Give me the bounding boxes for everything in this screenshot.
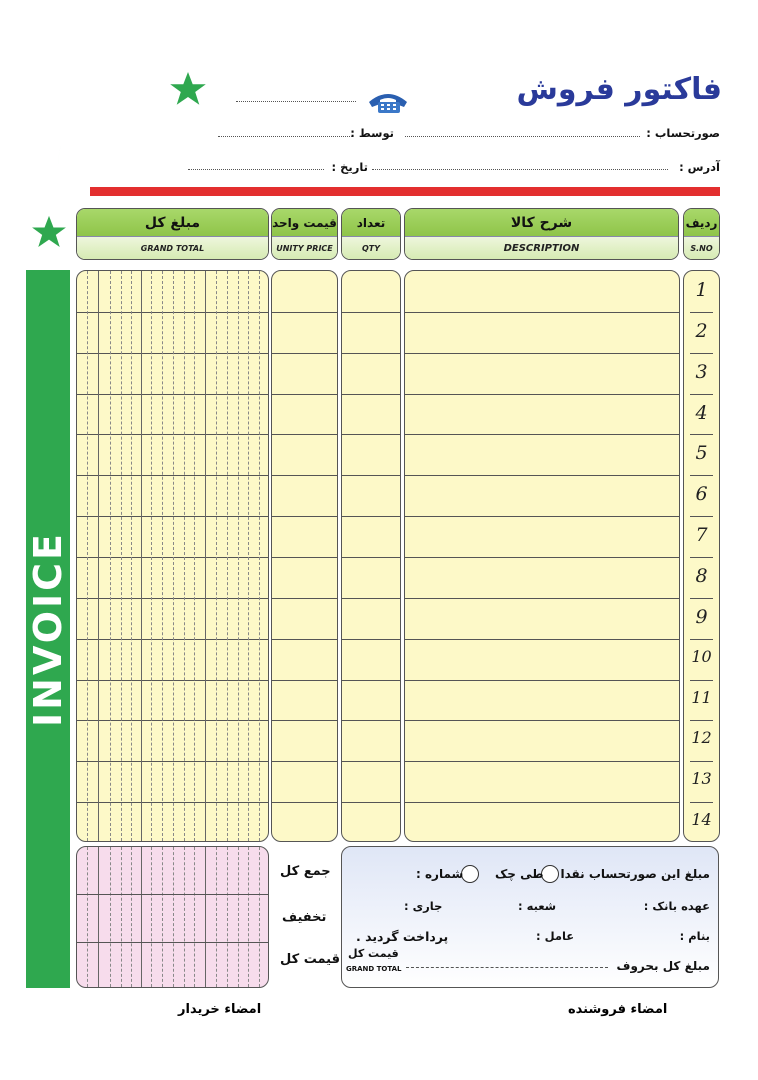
row-divider (342, 312, 400, 313)
column-separator (205, 847, 206, 987)
header-unit-price (271, 208, 338, 260)
row-divider (342, 802, 400, 803)
row-divider (405, 516, 679, 517)
header-sno (683, 208, 720, 260)
row-divider (405, 475, 679, 476)
account-label: صورتحساب : (646, 126, 720, 140)
digit-separator (184, 847, 185, 987)
row-number: 8 (695, 565, 708, 587)
row-divider (405, 639, 679, 640)
digit-separator (238, 847, 239, 987)
row-divider (77, 894, 268, 895)
row-divider (342, 598, 400, 599)
agent-label: عامل : (536, 929, 575, 943)
row-divider (272, 434, 337, 435)
row-divider (690, 434, 713, 435)
digit-separator (162, 847, 163, 987)
digit-separator (110, 271, 111, 841)
column-separator (98, 271, 99, 841)
qty-column[interactable] (341, 270, 401, 842)
row-divider (690, 802, 713, 803)
row-divider (405, 557, 679, 558)
column-separator (141, 271, 142, 841)
header-grand-total-fa: مبلغ کل (77, 209, 268, 236)
digit-separator (87, 271, 88, 841)
unit-price-column[interactable] (271, 270, 338, 842)
address-field[interactable] (372, 169, 668, 170)
row-divider (405, 802, 679, 803)
header-description (404, 208, 679, 260)
digit-separator (121, 271, 122, 841)
row-divider (342, 475, 400, 476)
row-number: 11 (691, 687, 712, 707)
digit-separator (121, 847, 122, 987)
row-divider (272, 475, 337, 476)
digit-separator (87, 847, 88, 987)
row-divider (272, 394, 337, 395)
current-label: جاری : (404, 899, 443, 913)
grand-total-en: GRAND TOTAL (346, 965, 402, 973)
digit-separator (194, 271, 195, 841)
number-label: شماره : (416, 867, 464, 881)
total-price-inline: قیمت کل (348, 947, 399, 960)
digit-separator (131, 847, 132, 987)
digit-separator (162, 271, 163, 841)
discount-label: تخفیف (282, 910, 327, 925)
header-unit-price-en: UNITY PRICE (272, 236, 337, 259)
row-number: 12 (691, 728, 712, 748)
digit-separator (259, 271, 260, 841)
header-grand-total-en: GRAND TOTAL (77, 236, 268, 259)
row-divider (342, 557, 400, 558)
row-divider (272, 802, 337, 803)
phone-line[interactable] (236, 101, 356, 102)
row-divider (690, 312, 713, 313)
digit-separator (216, 847, 217, 987)
header-unit-price-fa: قیمت واحد (272, 209, 337, 236)
digit-separator (248, 847, 249, 987)
row-divider (405, 680, 679, 681)
header-grand-total (76, 208, 269, 260)
row-number: 1 (695, 279, 708, 301)
phone-icon (366, 88, 410, 114)
row-divider (405, 598, 679, 599)
branch-label: شعبه : (518, 899, 557, 913)
sum-label: جمع کل (280, 864, 331, 879)
summary-line1: مبلغ این صورتحساب نقدا (560, 867, 710, 881)
column-separator (205, 271, 206, 841)
row-divider (272, 598, 337, 599)
row-divider (342, 639, 400, 640)
sno-column (683, 270, 720, 842)
digit-separator (151, 271, 152, 841)
digit-separator (110, 847, 111, 987)
header-qty (341, 208, 401, 260)
row-divider (342, 761, 400, 762)
red-divider (90, 187, 720, 196)
row-divider (272, 516, 337, 517)
row-divider (272, 639, 337, 640)
digit-separator (131, 271, 132, 841)
seller-signature: امضاء فروشنده (568, 1002, 668, 1017)
cheque-radio[interactable] (461, 865, 479, 883)
row-divider (690, 720, 713, 721)
column-separator (141, 847, 142, 987)
bank-label: عهده بانک : (643, 899, 710, 913)
row-divider (342, 680, 400, 681)
row-divider (690, 557, 713, 558)
row-divider (690, 353, 713, 354)
row-divider (342, 394, 400, 395)
digit-separator (173, 847, 174, 987)
digit-separator (151, 847, 152, 987)
header-sno-fa: ردیف (684, 209, 719, 236)
totals-grid[interactable] (76, 846, 269, 988)
row-number: 10 (691, 646, 712, 666)
digit-separator (248, 271, 249, 841)
digit-separator (194, 847, 195, 987)
row-number: 13 (691, 769, 712, 789)
cash-radio[interactable] (541, 865, 559, 883)
row-divider (690, 680, 713, 681)
row-divider (272, 312, 337, 313)
header-sno-en: S.NO (684, 236, 719, 259)
row-divider (690, 598, 713, 599)
row-number: 5 (695, 442, 708, 465)
row-number: 3 (695, 360, 708, 383)
page-title: فاکتور فروش (516, 72, 722, 107)
row-divider (77, 942, 268, 943)
digit-separator (184, 271, 185, 841)
star-icon (168, 70, 208, 110)
star-icon (30, 214, 68, 252)
account-field[interactable] (405, 136, 640, 137)
digit-separator (238, 271, 239, 841)
header-qty-fa: تعداد (342, 209, 400, 236)
row-number: 14 (691, 810, 712, 830)
name-label: بنام : (679, 929, 710, 943)
column-separator (98, 847, 99, 987)
date-label: تاریخ : (331, 160, 368, 174)
by-field[interactable] (218, 136, 352, 137)
row-divider (342, 516, 400, 517)
side-label: INVOICE (26, 531, 70, 727)
row-divider (405, 312, 679, 313)
address-label: آدرس : (679, 160, 720, 174)
row-divider (272, 557, 337, 558)
row-number: 2 (695, 319, 708, 342)
digit-separator (173, 271, 174, 841)
row-number: 4 (695, 401, 708, 424)
row-number: 9 (695, 605, 708, 628)
row-divider (342, 720, 400, 721)
amount-words-label: مبلغ کل بحروف (616, 959, 710, 973)
row-divider (272, 353, 337, 354)
row-divider (690, 639, 713, 640)
digit-separator (227, 271, 228, 841)
header-qty-en: QTY (342, 236, 400, 259)
amount-words-field[interactable] (406, 967, 608, 968)
row-divider (272, 680, 337, 681)
digit-separator (216, 271, 217, 841)
grand-total-column[interactable] (76, 270, 269, 842)
row-number: 7 (695, 524, 708, 547)
row-divider (690, 761, 713, 762)
row-divider (405, 394, 679, 395)
row-divider (405, 434, 679, 435)
paid-label: پرداخت گردید . (356, 929, 449, 944)
payment-summary (341, 846, 719, 988)
digit-separator (227, 847, 228, 987)
description-column[interactable] (404, 270, 680, 842)
row-divider (405, 720, 679, 721)
buyer-signature: امضاء خریدار (178, 1002, 262, 1017)
row-divider (272, 761, 337, 762)
header-description-en: DESCRIPTION (405, 236, 678, 259)
row-divider (690, 475, 713, 476)
row-divider (342, 434, 400, 435)
row-divider (342, 353, 400, 354)
row-divider (405, 761, 679, 762)
total-price-label: قیمت کل (280, 952, 340, 967)
header-description-fa: شرح کالا (405, 209, 678, 236)
row-divider (405, 353, 679, 354)
row-divider (272, 720, 337, 721)
digit-separator (259, 847, 260, 987)
row-number: 6 (695, 483, 708, 506)
by-label: توسط : (350, 126, 394, 140)
date-field[interactable] (188, 169, 324, 170)
row-divider (690, 394, 713, 395)
row-divider (690, 516, 713, 517)
cheque-label: طی چک (495, 867, 544, 881)
